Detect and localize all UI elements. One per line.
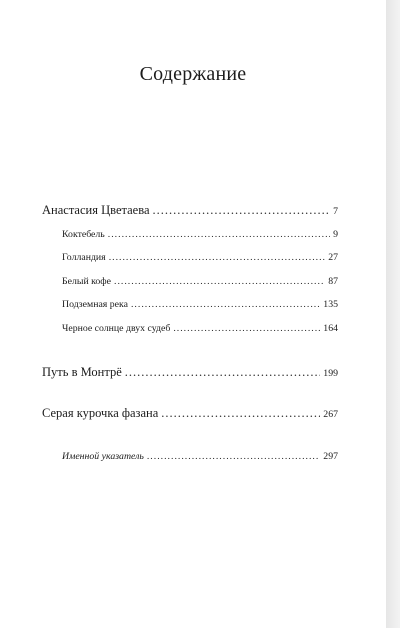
toc-leader-dots (114, 276, 325, 287)
toc-entry-chernoe-solntse (62, 323, 338, 334)
toc-entry-koktebel (62, 229, 338, 240)
toc-leader-dots (109, 252, 326, 263)
toc-leader-dots (131, 299, 320, 310)
page-edge-shadow (386, 0, 400, 628)
toc-page-number: 199 (323, 368, 338, 379)
toc-entry-label: Черное солнце двух судеб (62, 323, 171, 334)
toc-leader-dots (153, 203, 331, 218)
toc-entry-belyy-kofe (62, 276, 338, 287)
toc-entry-label: Серая курочка фазана (42, 406, 159, 420)
toc-page-number: 135 (323, 299, 338, 310)
toc-leader-dots (173, 323, 320, 334)
toc-page-number: 7 (333, 206, 338, 217)
toc-page-number: 267 (323, 409, 338, 420)
toc-entry-label: Голландия (62, 252, 106, 263)
toc-leader-dots (108, 229, 330, 240)
toc-entry-seraya-kurochka (42, 406, 338, 421)
toc-leader-dots (125, 365, 321, 380)
toc-page-number: 297 (323, 451, 338, 462)
toc-page-number: 87 (328, 276, 338, 287)
toc-entry-anastasia-tsvetaeva (42, 203, 338, 218)
toc-entry-put-v-montre (42, 365, 338, 380)
page-title: Содержание (139, 63, 247, 85)
toc-page-number: 9 (333, 229, 338, 240)
toc-page-number: 27 (328, 252, 338, 263)
toc-leader-dots (147, 451, 320, 462)
toc-leader-dots (161, 406, 320, 421)
toc-entry-gollandiya (62, 252, 338, 263)
toc-entry-label: Именной указатель (62, 451, 144, 462)
toc-page-number: 164 (323, 323, 338, 334)
toc-entry-label: Белый кофе (62, 276, 111, 287)
toc-entry-imennoy-ukazatel (62, 451, 338, 462)
toc-entry-label: Путь в Монтрё (42, 365, 122, 379)
toc-entry-podzemnaya-reka (62, 299, 338, 310)
toc-entry-label: Подземная река (62, 299, 128, 310)
toc-entry-label: Коктебель (62, 229, 105, 240)
toc-entry-label: Анастасия Цветаева (42, 203, 150, 217)
